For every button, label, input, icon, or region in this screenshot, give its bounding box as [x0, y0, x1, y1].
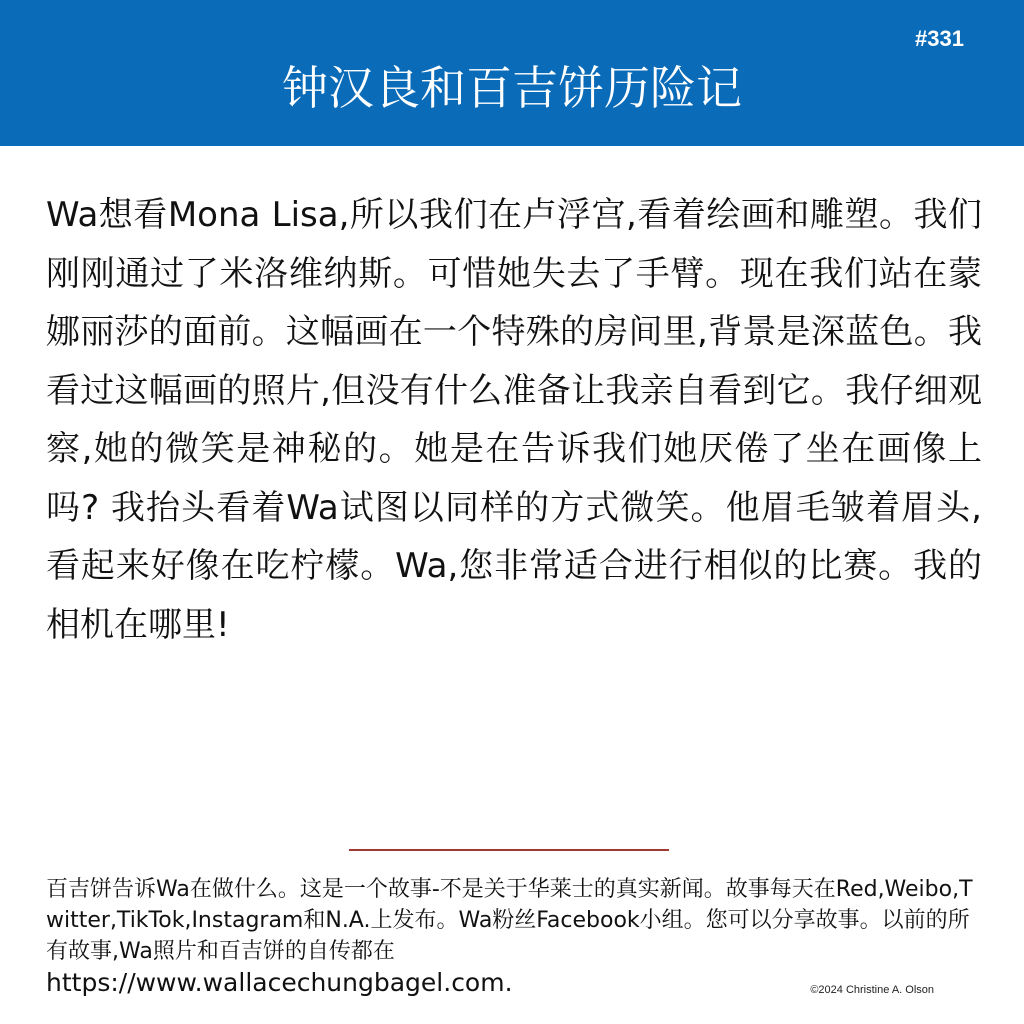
- footer-description: 百吉饼告诉Wa在做什么。这是一个故事-不是关于华莱士的真实新闻。故事每天在Red,Weibo,Twitter,TikTok,Instagram和N.A.上发布。Wa粉丝Facebook小组。您可以分享故事。以前的所有故事,Wa照片和百吉饼的自传都在: [46, 877, 973, 964]
- website-link[interactable]: https://www.wallacechungbagel.com.: [46, 968, 513, 997]
- episode-number: #331: [915, 26, 964, 51]
- page-title: 钟汉良和百吉饼历险记: [282, 61, 742, 115]
- copyright-notice: ©2024 Christine A. Olson: [810, 984, 934, 996]
- story-text: Wa想看Mona Lisa,所以我们在卢浮宫,看着绘画和雕塑。我们刚刚通过了米洛维纳斯。可惜她失去了手臂。现在我们站在蒙娜丽莎的面前。这幅画在一个特殊的房间里,背景是深蓝色。我看过这幅画的照片,但没有什么准备让我亲自看到它。我仔细观察,她的微笑是神秘的。她是在告诉我们她厌倦了坐在画像上吗? 我抬头看着Wa试图以同样的方式微笑。他眉毛皱着眉头,看起来好像在吃柠檬。Wa,您非常适合进行相似的比赛。我的相机在哪里!: [46, 195, 982, 645]
- divider-line: [349, 849, 669, 851]
- footer-note: [46, 874, 976, 999]
- header-banner: [0, 0, 1024, 146]
